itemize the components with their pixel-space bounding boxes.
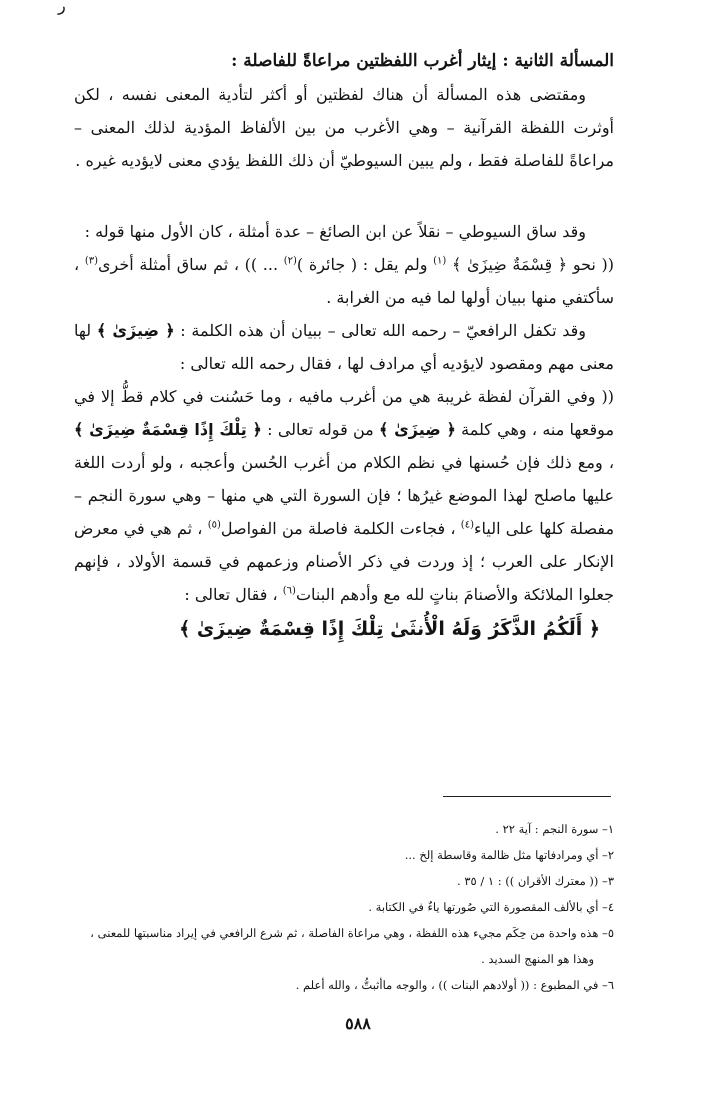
p5-text-b: من قوله تعالى : xyxy=(261,420,379,439)
footnote-ref-2: (٢) xyxy=(283,255,297,267)
p5-text-d: ، فجاءت الكلمة فاصلة من الفواصل xyxy=(220,519,461,538)
footnote-ref-6: (٦) xyxy=(282,585,296,597)
p3-text-c: ... )) ، ثم ساق أمثلة أخرى xyxy=(98,255,284,274)
paragraph-5 xyxy=(74,380,614,611)
footnote-5: ٥– هذه واحدة من حِكَم مجيء هذه اللفظة ، وهي مراعاة الفاصلة ، ثم شرع الرافعي في إيراد مناسبتها للمعنى ، xyxy=(90,926,614,940)
p5-text-c: ، ومع ذلك فإن حُسنها في نظم الكلام من أغرب الحُسن وأعجبه ، ولو أردت اللغة عليها ماصلح لهذا الموضع غيرُها ؛ فإن السورة التي هي منها – وهي سورة النجم – مفصلة كلها على الياء xyxy=(74,453,615,538)
footnote-3: ٣– (( معترك الأقران )) : ١ / ٣٥ . xyxy=(457,874,614,888)
p3-text-d: ، سأكتفي منها ببيان أولها لما فيه من الغرابة . xyxy=(74,255,614,307)
footnote-1: ١– سورة النجم : آية ٢٢ . xyxy=(495,822,614,836)
p5-verse-2: ﴿ تِلْكَ إِذًا قِسْمَةٌ ضِيزَىٰ ﴾ xyxy=(74,420,262,439)
page-number: ٥٨٨ xyxy=(345,1014,371,1033)
p5-verse-1: ﴿ ضِيزَىٰ ﴾ xyxy=(379,420,456,439)
section-heading: المسألة الثانية : إيثار أغرب اللفظتين مراعاةً للفاصلة : xyxy=(231,51,614,71)
p3-text-b: ولم يقل : ( جائرة ) xyxy=(296,255,434,274)
p5-text-a: (( وفي القرآن لفظة غريبة هي من أغرب مافيه ، وما حَسُنت في كلام قطُّ إلا في موقعها منه ، وهي كلمة xyxy=(74,387,615,439)
footnotes xyxy=(74,816,614,998)
footnote-divider xyxy=(443,796,611,797)
footnote-ref-4: (٤) xyxy=(460,519,474,531)
p4-verse: ﴿ ضِيزَىٰ ﴾ xyxy=(96,321,175,340)
footnote-ref-1: (١) xyxy=(433,255,447,267)
body-text xyxy=(74,44,614,647)
paragraph-gap xyxy=(74,177,614,215)
p3-text-a: (( نحو ﴿ قِسْمَةٌ ضِيزَىٰ ﴾ xyxy=(446,255,615,274)
p5-text-f: ، فقال تعالى : xyxy=(184,585,283,604)
paragraph-3 xyxy=(74,248,614,314)
footnote-4: ٤– أي بالألف المقصورة التي صُورتها ياءٌ في الكتابة . xyxy=(368,900,614,914)
p5-text-e: ، ثم هي في معرض الإنكار على العرب ؛ إذ وردت في ذكر الأصنام وزعمهم في قسمة الأولاد ، فإنهم جعلوا الملائكة والأصنامَ بناتٍ لله مع وأدهم البنات xyxy=(74,519,615,604)
p4-text-a: وقد تكفل الرافعيّ – رحمه الله تعالى – ببيان أن هذه الكلمة : xyxy=(174,321,586,340)
paragraph-4 xyxy=(74,314,614,380)
footnote-ref-5: (٥) xyxy=(207,519,221,531)
quranic-verse: ﴿ أَلَكُمُ الذَّكَرُ وَلَهُ الْأُنثَىٰ تِلْكَ إِذًا قِسْمَةٌ ضِيزَىٰ ﴾ xyxy=(179,618,600,640)
footnote-6: ٦– في المطبوع : (( أولادهم البنات )) ، والوجه ماأثبتُّ ، والله أعلم . xyxy=(295,978,614,992)
footnote-5-continuation: وهذا هو المنهج السديد . xyxy=(481,952,594,966)
corner-mark: ر xyxy=(58,0,66,15)
footnote-2: ٢– أي ومرادفاتها مثل ظالمة وقاسطة إلخ ... xyxy=(404,848,614,862)
paragraph-2: وقد ساق السيوطي – نقلاً عن ابن الصائغ – عدة أمثلة ، كان الأول منها قوله : xyxy=(84,222,586,241)
footnote-ref-3: (٣) xyxy=(84,255,99,267)
p4-text-b: لها معنى مهم ومقصود لايؤديه أي مرادف لها ، فقال رحمه الله تعالى : xyxy=(74,321,614,373)
paragraph-1: ومقتضى هذه المسألة أن هناك لفظتين أو أكثر لتأدية المعنى نفسه ، لكن أوثرت اللفظة القرآنية – وهي الأغرب من بين الألفاظ المؤدية لذلك المعنى – مراعاةً للفاصلة فقط ، ولم يبين السيوطيّ أن ذلك اللفظ يؤدي معنى لايؤديه غيره . xyxy=(74,85,614,170)
